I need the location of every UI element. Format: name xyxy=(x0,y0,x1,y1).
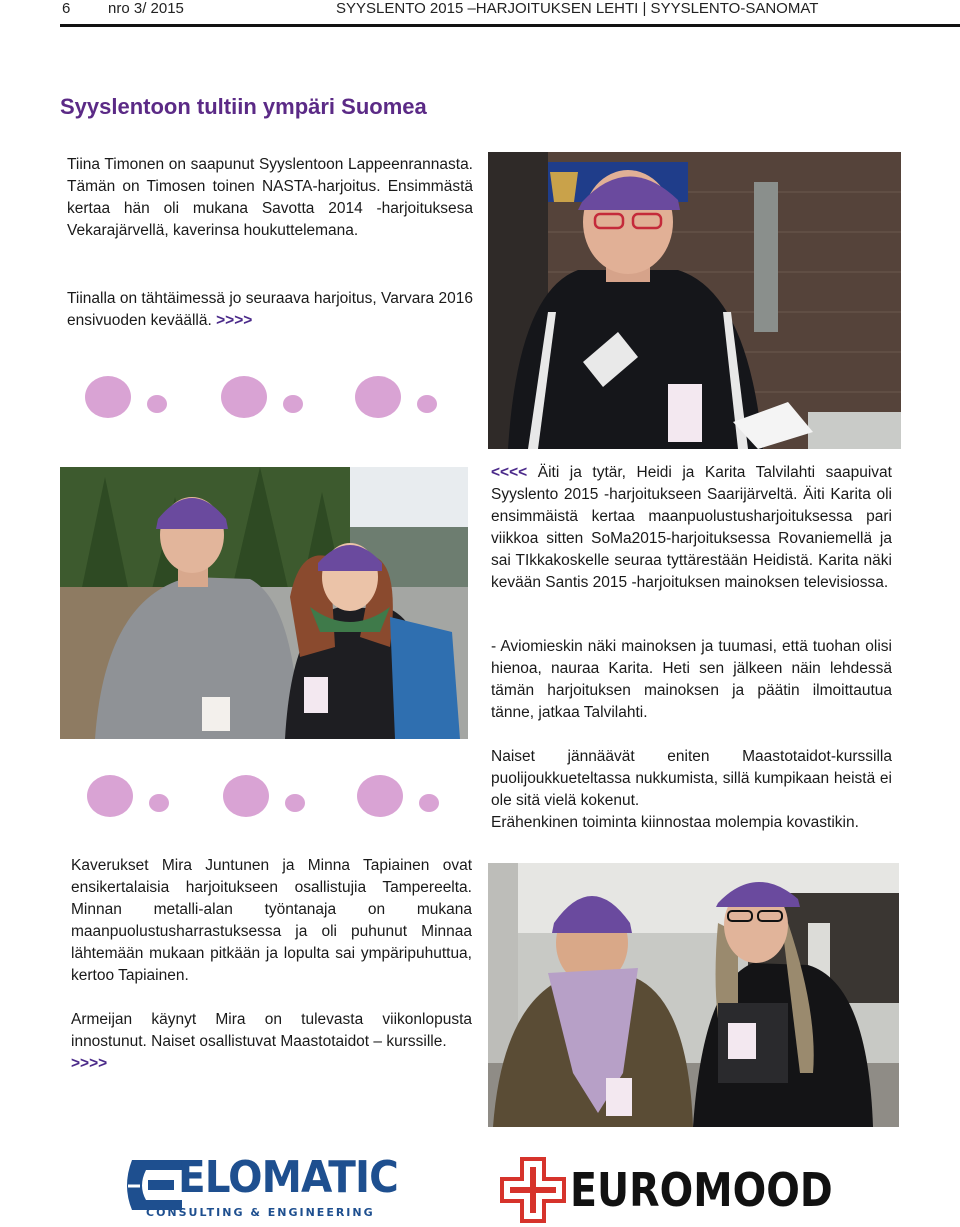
issue-number: nro 3/ 2015 xyxy=(108,0,184,17)
photo-heidi-karita-talvilahti xyxy=(60,467,468,739)
paragraph-text: Tiina Timonen on saapunut Syyslentoon Lappeenrannasta. Tämän on Timosen toinen NASTA-harjoitus. Ensimmästä kertaa hän oli mukana Savotta 2014 -harjoituksesa Vekarajärvellä, kaverinsa houkuttelemana. xyxy=(67,156,473,239)
red-cross-icon xyxy=(500,1157,566,1223)
paragraph-talvilahti-intro xyxy=(491,462,892,594)
publication-name: SYYSLENTO 2015 –HARJOITUKSEN LEHTI | SYYSLENTO-SANOMAT xyxy=(336,0,819,17)
page-number: 6 xyxy=(62,0,71,17)
paragraph-tiina-intro xyxy=(67,154,473,242)
paragraph-text: Äiti ja tytär, Heidi ja Karita Talvilahti saapuivat Syyslento 2015 -harjoitukseen Saarijärveltä. Äiti Karita oli ensimmäistä kertaa maanpuolustusharjoituksessa pari viikkoa sitten SoMa2015-harjoituksessa Rovaniemellä ja sai TIkkakoskelle seuraa tyttärestään Heidistä. Karita näki kevään Santis 2015 -harjoituksen mainoksen televisiossa. xyxy=(491,464,892,591)
paragraph-text: Kaverukset Mira Juntunen ja Minna Tapiainen ovat ensikertalaisia harjoitukseen osallistujia Tampereelta. Minnan metalli-alan työntanaja on mukana maanpuolustusharrastuksessa ja oli puhunut Minnaa lähtemään mukaan pitkään ja lopulta sai ympäripuhuttua, kertoo Tapiainen. xyxy=(71,857,472,984)
paragraph-tiina-next xyxy=(67,288,473,332)
decorative-dots xyxy=(82,372,442,422)
page-header xyxy=(0,0,960,26)
paragraph-talvilahti-quote xyxy=(491,636,892,724)
ad-euromood[interactable] xyxy=(500,1157,880,1223)
back-marker: <<<< xyxy=(491,464,528,481)
article-title: Syyslentoon tultiin ympäri Suomea xyxy=(60,94,427,119)
paragraph-text: Erähenkinen toiminta kiinnostaa molempia kovastikin. xyxy=(491,814,859,831)
paragraph-text: Naiset jännäävät eniten Maastotaidot-kurssilla puolijoukkueteltassa nukkumista, sillä kumpikaan heistä ei ole sitä vielä kokenut. xyxy=(491,748,892,809)
decorative-dots xyxy=(84,772,444,822)
continue-marker: >>>> xyxy=(71,1055,108,1072)
elomatic-tagline: CONSULTING & ENGINEERING xyxy=(146,1206,375,1219)
header-rule xyxy=(60,24,960,27)
paragraph-talvilahti-course xyxy=(491,746,892,834)
paragraph-text: - Aviomieskin näki mainoksen ja tuumasi, että tuohan olisi hienoa, nauraa Karita. Heti sen jälkeen näin lehdessä tämän harjoituksen mainoksen ja päätin ilmoittautua tänne, jatkaa Talvilahti. xyxy=(491,638,892,721)
elomatic-name: ELOMATIC xyxy=(178,1152,398,1203)
paragraph-text: Tiinalla on tähtäimessä jo seuraava harjoitus, Varvara 2016 ensivuoden keväällä. xyxy=(67,290,473,329)
continue-marker: >>>> xyxy=(216,312,253,329)
ad-elomatic[interactable] xyxy=(126,1152,398,1222)
paragraph-text: Armeijan käynyt Mira on tulevasta viikonlopusta innostunut. Naiset osallistuvat Maastotaidot – kurssille. xyxy=(71,1011,472,1050)
euromood-name: EUROMOOD xyxy=(570,1163,833,1217)
paragraph-mira-minna xyxy=(71,855,472,987)
paragraph-mira-course xyxy=(71,1009,472,1075)
photo-mira-minna xyxy=(488,863,899,1127)
photo-tiina-timonen xyxy=(488,152,901,449)
